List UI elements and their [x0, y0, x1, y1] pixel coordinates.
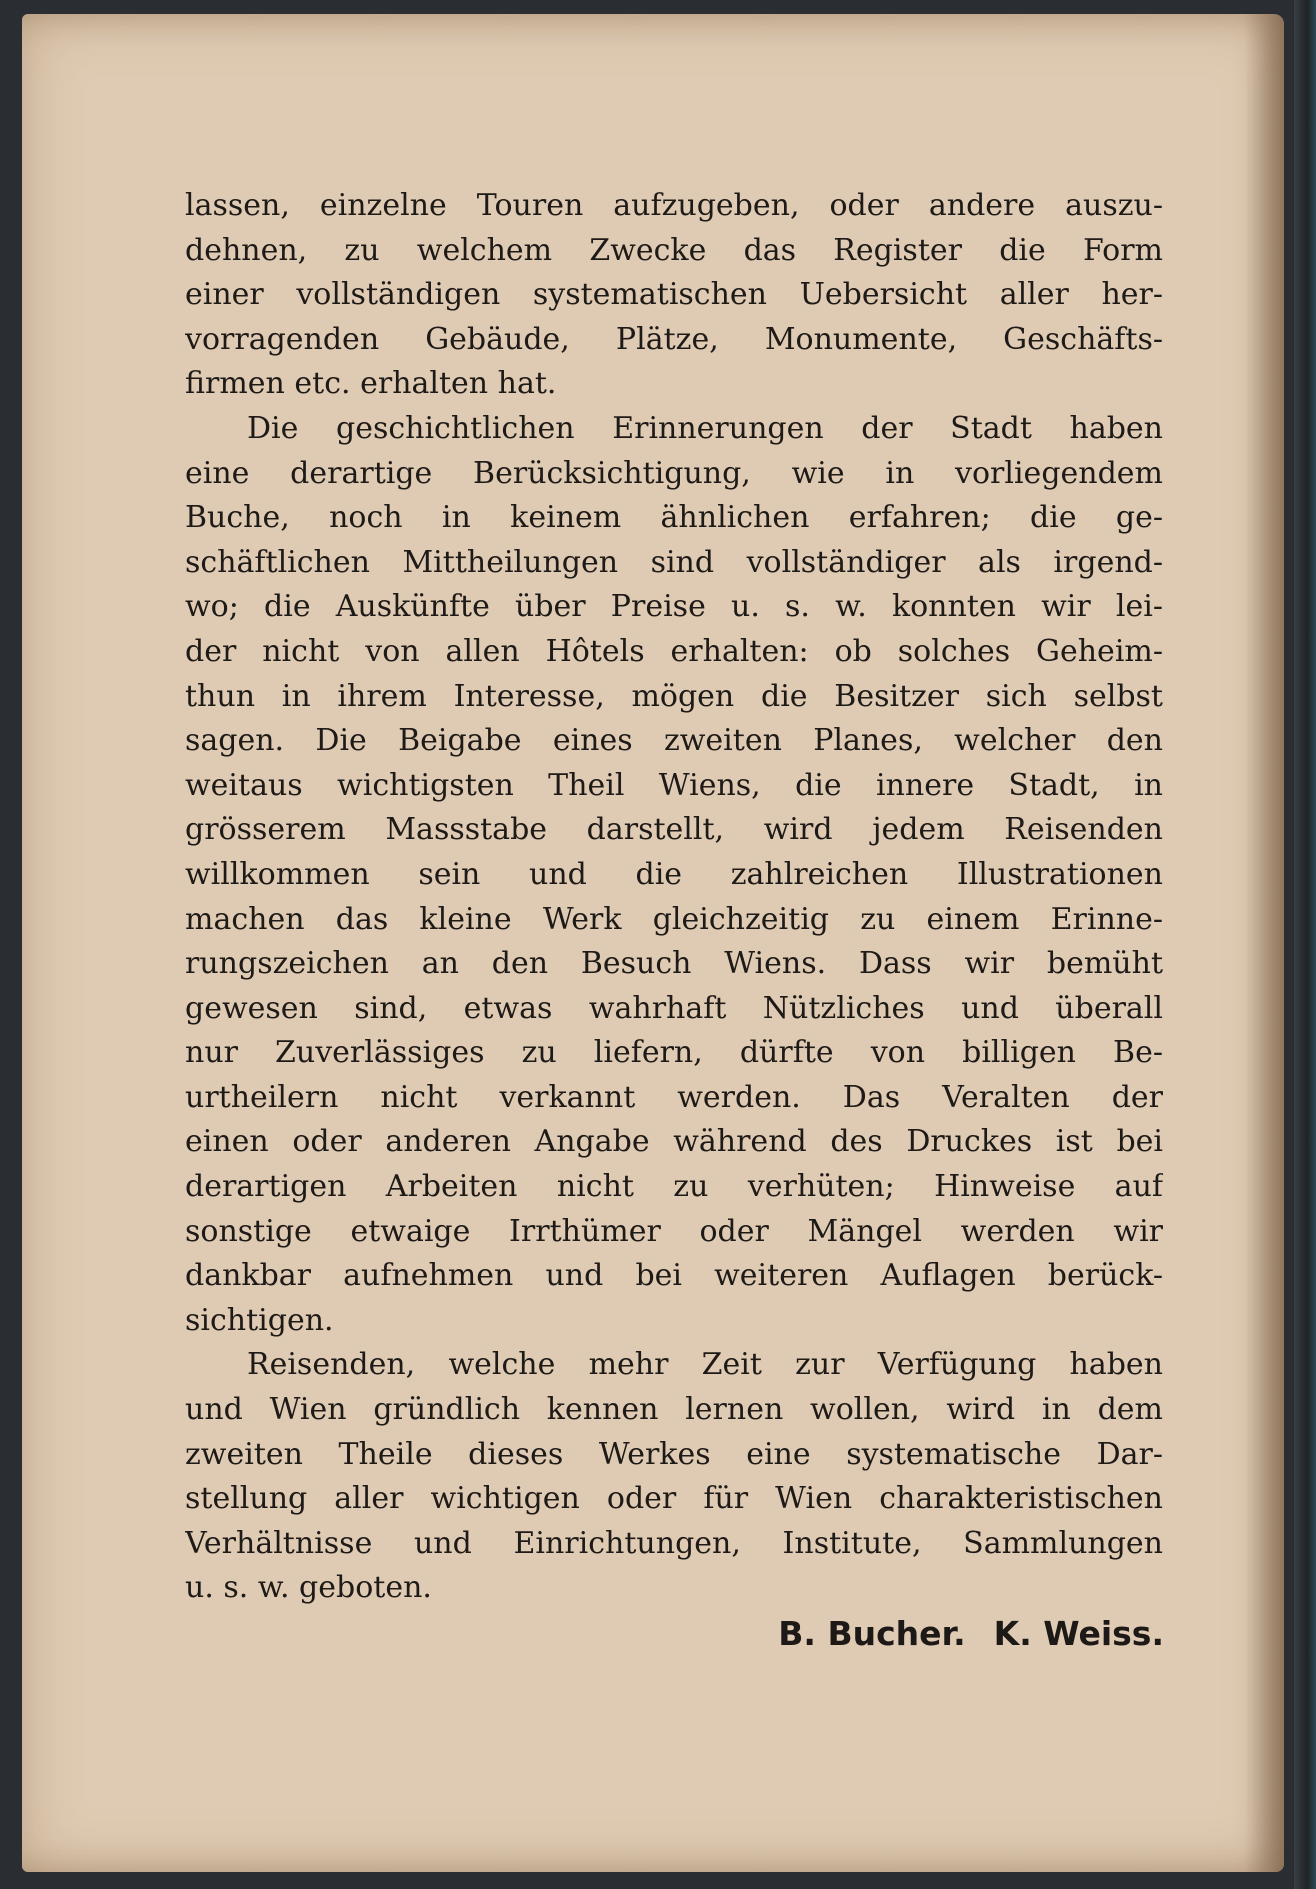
text-line: machen das kleine Werk gleichzeitig zu einem Erinne- — [185, 901, 1163, 937]
text-line: dehnen, zu welchem Zwecke das Register die Form — [185, 232, 1163, 268]
text-line: thun in ihrem Interesse, mögen die Besitzer sich selbst — [185, 678, 1163, 714]
book-spine-edge — [1294, 0, 1316, 1889]
author-weiss: K. Weiss. — [993, 1614, 1164, 1653]
text-line: grösserem Massstabe darstellt, wird jedem Reisenden — [185, 812, 1163, 848]
text-line: dankbar aufnehmen und bei weiteren Auflagen berück- — [185, 1258, 1163, 1294]
paragraph-3 — [185, 1343, 1163, 1611]
text-line: und Wien gründlich kennen lernen wollen, wird in dem — [185, 1392, 1163, 1428]
text-line: einen oder anderen Angabe während des Druckes ist bei — [185, 1124, 1163, 1160]
text-line: lassen, einzelne Touren aufzugeben, oder andere auszu- — [185, 188, 1163, 223]
paragraph-1 — [185, 184, 1163, 407]
text-line: zweiten Theile dieses Werkes eine systematische Dar- — [185, 1436, 1163, 1472]
text-line: sonstige etwaige Irrthümer oder Mängel werden wir — [185, 1213, 1163, 1249]
text-line: schäftlichen Mittheilungen sind vollständiger als irgend- — [185, 544, 1163, 580]
text-line: firmen etc. erhalten hat. — [185, 366, 557, 402]
text-line: nur Zuverlässiges zu liefern, dürfte von billigen Be- — [185, 1035, 1163, 1071]
text-line: Buche, noch in keinem ähnlichen erfahren; die ge- — [185, 500, 1163, 536]
author-bucher: B. Bucher. — [778, 1614, 966, 1653]
text-line: derartigen Arbeiten nicht zu verhüten; Hinweise auf — [185, 1169, 1163, 1205]
text-line: weitaus wichtigsten Theil Wiens, die innere Stadt, in — [185, 767, 1163, 803]
text-line: Verhältnisse und Einrichtungen, Institute, Sammlungen — [185, 1525, 1163, 1561]
text-line: sichtigen. — [185, 1302, 334, 1338]
text-line: vorragenden Gebäude, Plätze, Monumente, Geschäfts- — [185, 321, 1163, 357]
text-line: einer vollständigen systematischen Uebersicht aller her- — [185, 277, 1163, 313]
text-line: der nicht von allen Hôtels erhalten: ob solches Geheim- — [185, 633, 1163, 669]
text-line: Reisenden, welche mehr Zeit zur Verfügung haben — [247, 1347, 1163, 1383]
text-line: rungszeichen an den Besuch Wiens. Dass wir bemüht — [185, 946, 1163, 982]
text-line: willkommen sein und die zahlreichen Illustrationen — [185, 856, 1163, 892]
text-line: sagen. Die Beigabe eines zweiten Planes, welcher den — [185, 723, 1163, 759]
text-line: Die geschichtlichen Erinnerungen der Stadt haben — [247, 410, 1163, 446]
paragraph-2 — [185, 407, 1163, 1343]
text-line: stellung aller wichtigen oder für Wien charakteristischen — [185, 1481, 1163, 1517]
text-line: wo; die Auskünfte über Preise u. s. w. konnten wir lei- — [185, 589, 1163, 625]
text-line: eine derartige Berücksichtigung, wie in vorliegendem — [185, 455, 1163, 491]
text-line: gewesen sind, etwas wahrhaft Nützliches und überall — [185, 990, 1163, 1026]
body-text — [185, 184, 1163, 1611]
signature — [704, 1614, 1164, 1653]
text-line: u. s. w. geboten. — [185, 1570, 432, 1606]
text-line: urtheilern nicht verkannt werden. Das Veralten der — [185, 1079, 1163, 1115]
